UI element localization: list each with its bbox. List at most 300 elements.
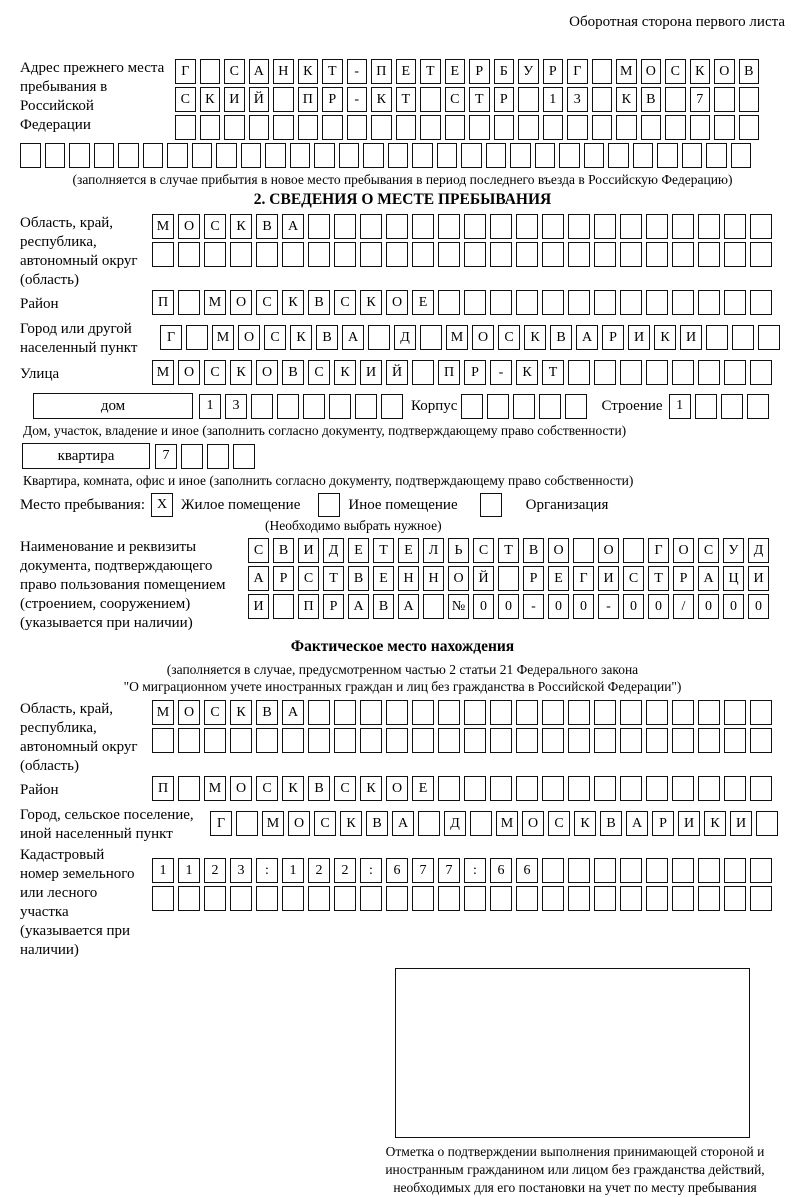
- form-cell: О: [522, 811, 544, 836]
- form-cell: [750, 728, 772, 753]
- form-cell: [724, 360, 746, 385]
- form-cell: [438, 290, 460, 315]
- form-cell: Д: [323, 538, 344, 563]
- form-cell: С: [256, 776, 278, 801]
- form-cell: [256, 886, 278, 911]
- form-cell: [464, 214, 486, 239]
- form-cell: [510, 143, 531, 168]
- form-cell: П: [298, 594, 319, 619]
- form-cell: Г: [648, 538, 669, 563]
- form-cell: [464, 776, 486, 801]
- form-cell: [646, 700, 668, 725]
- form-cell: [750, 214, 772, 239]
- form-cell: [646, 214, 668, 239]
- form-cell: [646, 242, 668, 267]
- form-cell: [756, 811, 778, 836]
- form-cell: [347, 115, 368, 140]
- form-cell: [542, 290, 564, 315]
- form-cell: И: [680, 325, 702, 350]
- cells-prev-address-row4: [20, 143, 785, 168]
- gorod-block: [20, 320, 785, 358]
- form-cell: [516, 728, 538, 753]
- form-cell: О: [178, 700, 200, 725]
- form-cell: [314, 143, 335, 168]
- form-cell: Д: [444, 811, 466, 836]
- form-cell: П: [298, 87, 319, 112]
- form-cell: [381, 394, 403, 419]
- form-cell: О: [598, 538, 619, 563]
- form-cell: Г: [160, 325, 182, 350]
- form-cell: В: [308, 290, 330, 315]
- form-cell: [152, 728, 174, 753]
- form-cell: [672, 360, 694, 385]
- form-cell: М: [446, 325, 468, 350]
- form-cell: [469, 115, 490, 140]
- form-cell: В: [256, 214, 278, 239]
- form-cell: [750, 776, 772, 801]
- form-cell: [731, 143, 752, 168]
- form-cell: 0: [498, 594, 519, 619]
- form-cell: [665, 115, 686, 140]
- form-cell: П: [438, 360, 460, 385]
- form-cell: [641, 115, 662, 140]
- form-cell: С: [264, 325, 286, 350]
- form-cell: К: [282, 290, 304, 315]
- form-cell: 1: [282, 858, 304, 883]
- form-cell: [386, 242, 408, 267]
- form-cell: Т: [648, 566, 669, 591]
- raion-block: [20, 290, 785, 318]
- form-cell: [200, 59, 221, 84]
- form-cell: [594, 360, 616, 385]
- form-cell: [592, 59, 613, 84]
- form-cell: [368, 325, 390, 350]
- label-prev-address: Адрес прежнего места пребывания в Российской Федерации: [20, 60, 165, 133]
- form-cell: [360, 214, 382, 239]
- form-cell: [249, 115, 270, 140]
- form-cell: [672, 242, 694, 267]
- form-cell: Т: [420, 59, 441, 84]
- form-cell: [542, 858, 564, 883]
- form-cell: [69, 143, 90, 168]
- form-cell: 0: [573, 594, 594, 619]
- cells-oblast-row1: [152, 214, 785, 239]
- fact-gorod-block: [20, 806, 785, 844]
- form-cell: [204, 242, 226, 267]
- form-cell: [724, 290, 746, 315]
- checkbox-organizatsiya: [480, 493, 502, 517]
- label-option-organizatsiya: Организация: [525, 496, 609, 513]
- form-cell: [516, 776, 538, 801]
- form-cell: [273, 594, 294, 619]
- form-cell: 1: [669, 394, 691, 419]
- form-cell: [308, 728, 330, 753]
- form-cell: И: [678, 811, 700, 836]
- form-cell: К: [360, 776, 382, 801]
- form-cell: -: [490, 360, 512, 385]
- form-cell: 2: [204, 858, 226, 883]
- form-cell: [20, 143, 41, 168]
- form-cell: Е: [412, 776, 434, 801]
- form-cell: 1: [178, 858, 200, 883]
- form-cell: [490, 728, 512, 753]
- form-cell: [277, 394, 299, 419]
- form-cell: 0: [623, 594, 644, 619]
- form-cell: Р: [464, 360, 486, 385]
- form-cell: О: [386, 290, 408, 315]
- form-cell: [490, 886, 512, 911]
- form-cell: [256, 728, 278, 753]
- form-cell: [282, 242, 304, 267]
- form-cell: [620, 858, 642, 883]
- form-cell: Р: [322, 87, 343, 112]
- form-cell: С: [248, 538, 269, 563]
- form-cell: [420, 115, 441, 140]
- form-cell: С: [224, 59, 245, 84]
- form-cell: Р: [602, 325, 624, 350]
- form-cell: [396, 115, 417, 140]
- form-cell: О: [714, 59, 735, 84]
- form-cell: 2: [334, 858, 356, 883]
- form-cell: К: [230, 214, 252, 239]
- page-side-note: Оборотная сторона первого листа: [569, 14, 785, 30]
- cells-prev-address-row1: [175, 59, 785, 84]
- form-cell: [490, 776, 512, 801]
- form-cell: [633, 143, 654, 168]
- form-cell: -: [347, 59, 368, 84]
- ulitsa-block: [20, 360, 785, 388]
- form-cell: С: [298, 566, 319, 591]
- form-cell: [322, 115, 343, 140]
- form-cell: [542, 886, 564, 911]
- form-cell: Е: [348, 538, 369, 563]
- form-cell: [518, 115, 539, 140]
- form-cell: И: [360, 360, 382, 385]
- form-cell: О: [230, 776, 252, 801]
- form-cell: Т: [373, 538, 394, 563]
- form-cell: [418, 811, 440, 836]
- mesto-prebyvaniya-row: [20, 493, 785, 517]
- form-cell: [490, 214, 512, 239]
- form-cell: С: [175, 87, 196, 112]
- form-cell: 0: [473, 594, 494, 619]
- kvartira-field-box: квартира: [22, 443, 150, 469]
- form-cell: [412, 360, 434, 385]
- form-cell: С: [698, 538, 719, 563]
- form-cell: 0: [648, 594, 669, 619]
- form-cell: [724, 242, 746, 267]
- form-cell: [464, 728, 486, 753]
- form-cell: [698, 360, 720, 385]
- form-cell: А: [282, 700, 304, 725]
- cells-prev-address-row2: [175, 87, 785, 112]
- form-cell: Г: [175, 59, 196, 84]
- form-cell: [298, 115, 319, 140]
- form-cell: [747, 394, 769, 419]
- cells-oblast-row2: [152, 242, 785, 267]
- form-cell: П: [371, 59, 392, 84]
- form-cell: [573, 538, 594, 563]
- form-cell: [438, 776, 460, 801]
- form-cell: [724, 728, 746, 753]
- form-cell: О: [178, 214, 200, 239]
- form-cell: [750, 360, 772, 385]
- form-cell: [672, 858, 694, 883]
- form-cell: [672, 290, 694, 315]
- form-cell: [516, 700, 538, 725]
- form-cell: [230, 728, 252, 753]
- form-cell: [535, 143, 556, 168]
- form-cell: [192, 143, 213, 168]
- form-cell: К: [371, 87, 392, 112]
- form-cell: [486, 143, 507, 168]
- form-cell: [420, 87, 441, 112]
- form-cell: 7: [412, 858, 434, 883]
- form-cell: [568, 728, 590, 753]
- cells-fact-gorod: [210, 811, 778, 836]
- form-cell: [568, 886, 590, 911]
- form-cell: [657, 143, 678, 168]
- form-cell: С: [445, 87, 466, 112]
- form-cell: О: [386, 776, 408, 801]
- form-cell: [724, 886, 746, 911]
- form-cell: [236, 811, 258, 836]
- form-cell: [724, 214, 746, 239]
- form-cell: [224, 115, 245, 140]
- form-cell: [386, 214, 408, 239]
- form-cell: А: [249, 59, 270, 84]
- label-fact-raion: Район: [20, 781, 59, 798]
- cells-stroenie: [669, 394, 769, 419]
- form-cell: О: [472, 325, 494, 350]
- form-cell: А: [248, 566, 269, 591]
- form-cell: [646, 360, 668, 385]
- form-cell: [542, 214, 564, 239]
- form-cell: 3: [567, 87, 588, 112]
- form-cell: 7: [438, 858, 460, 883]
- form-cell: [542, 242, 564, 267]
- form-cell: [94, 143, 115, 168]
- label-korpus: Корпус: [411, 397, 458, 414]
- form-cell: [273, 115, 294, 140]
- form-cell: 0: [548, 594, 569, 619]
- form-cell: В: [373, 594, 394, 619]
- form-cell: Г: [567, 59, 588, 84]
- form-cell: [568, 858, 590, 883]
- form-cell: [620, 214, 642, 239]
- form-cell: Й: [249, 87, 270, 112]
- form-cell: [750, 242, 772, 267]
- form-cell: И: [748, 566, 769, 591]
- cells-fact-oblast-row2: [152, 728, 785, 753]
- cells-ulitsa: [152, 360, 772, 385]
- form-cell: [724, 858, 746, 883]
- form-cell: 0: [748, 594, 769, 619]
- form-cell: [204, 728, 226, 753]
- form-cell: [273, 87, 294, 112]
- form-cell: [594, 700, 616, 725]
- form-cell: [230, 886, 252, 911]
- form-cell: К: [516, 360, 538, 385]
- form-cell: О: [288, 811, 310, 836]
- form-cell: [388, 143, 409, 168]
- form-cell: [490, 242, 512, 267]
- form-cell: [461, 394, 483, 419]
- form-cell: [594, 776, 616, 801]
- cells-fact-oblast-row1: [152, 700, 785, 725]
- form-cell: [167, 143, 188, 168]
- form-cell: [464, 700, 486, 725]
- form-cell: [646, 858, 668, 883]
- form-cell: [567, 115, 588, 140]
- form-cell: К: [574, 811, 596, 836]
- form-cell: [750, 858, 772, 883]
- cells-gorod: [160, 325, 780, 350]
- form-cell: [118, 143, 139, 168]
- form-cell: Т: [323, 566, 344, 591]
- form-cell: С: [623, 566, 644, 591]
- form-cell: [721, 394, 743, 419]
- note-kvartira: Квартира, комната, офис и иное (заполнить согласно документу, подтверждающему право собственности): [23, 473, 634, 488]
- form-cell: Д: [394, 325, 416, 350]
- form-cell: Р: [543, 59, 564, 84]
- form-cell: А: [342, 325, 364, 350]
- form-cell: [420, 325, 442, 350]
- form-cell: О: [178, 360, 200, 385]
- form-cell: -: [598, 594, 619, 619]
- form-cell: С: [334, 290, 356, 315]
- form-cell: [412, 242, 434, 267]
- form-cell: [724, 776, 746, 801]
- form-cell: А: [626, 811, 648, 836]
- form-cell: [542, 700, 564, 725]
- form-cell: А: [398, 594, 419, 619]
- form-cell: [386, 700, 408, 725]
- form-cell: У: [723, 538, 744, 563]
- form-cell: [490, 290, 512, 315]
- form-cell: [758, 325, 780, 350]
- form-cell: [437, 143, 458, 168]
- form-cell: И: [730, 811, 752, 836]
- form-cell: К: [360, 290, 382, 315]
- form-cell: К: [200, 87, 221, 112]
- form-cell: [690, 115, 711, 140]
- form-cell: А: [576, 325, 598, 350]
- form-cell: Г: [210, 811, 232, 836]
- form-cell: Е: [373, 566, 394, 591]
- form-cell: Д: [748, 538, 769, 563]
- form-cell: [594, 886, 616, 911]
- form-cell: [698, 242, 720, 267]
- form-cell: С: [314, 811, 336, 836]
- label-fact-gorod: Город, сельское поселение, иной населенный пункт: [20, 807, 194, 842]
- form-cell: А: [392, 811, 414, 836]
- form-cell: В: [739, 59, 760, 84]
- section2-heading: 2. СВЕДЕНИЯ О МЕСТЕ ПРЕБЫВАНИЯ: [253, 191, 552, 208]
- form-cell: [620, 242, 642, 267]
- form-cell: [178, 776, 200, 801]
- form-cell: [200, 115, 221, 140]
- cells-prev-address-row3: [175, 115, 785, 140]
- form-cell: 0: [698, 594, 719, 619]
- form-cell: [732, 325, 754, 350]
- form-cell: [152, 242, 174, 267]
- cells-dom: [199, 394, 403, 419]
- form-cell: М: [152, 214, 174, 239]
- form-cell: [672, 886, 694, 911]
- form-cell: -: [523, 594, 544, 619]
- form-cell: [646, 728, 668, 753]
- cells-kvartira: [155, 444, 255, 469]
- form-cell: [178, 242, 200, 267]
- label-raion: Район: [20, 295, 59, 312]
- form-cell: [594, 858, 616, 883]
- label-option-inoe: Иное помещение: [348, 496, 458, 513]
- label-fact-oblast: Область, край, республика, автономный округ (область): [20, 701, 138, 774]
- form-cell: -: [347, 87, 368, 112]
- form-cell: [698, 776, 720, 801]
- fact-note1: (заполняется в случае, предусмотренном частью 2 статьи 21 Федерального закона: [166, 662, 639, 677]
- form-cell: О: [230, 290, 252, 315]
- form-cell: [216, 143, 237, 168]
- form-cell: О: [256, 360, 278, 385]
- form-cell: [724, 700, 746, 725]
- form-cell: [438, 700, 460, 725]
- form-cell: [251, 394, 273, 419]
- form-cell: Н: [423, 566, 444, 591]
- form-cell: [461, 143, 482, 168]
- form-cell: [334, 700, 356, 725]
- form-cell: [334, 214, 356, 239]
- form-cell: [204, 886, 226, 911]
- form-cell: [620, 290, 642, 315]
- cells-doc-row1: [248, 538, 785, 563]
- form-cell: М: [496, 811, 518, 836]
- form-cell: [464, 290, 486, 315]
- form-cell: [646, 776, 668, 801]
- form-cell: [265, 143, 286, 168]
- form-cell: [739, 87, 760, 112]
- form-cell: Р: [273, 566, 294, 591]
- form-cell: [334, 886, 356, 911]
- form-cell: К: [690, 59, 711, 84]
- form-cell: [750, 886, 772, 911]
- form-cell: А: [348, 594, 369, 619]
- form-cell: [308, 700, 330, 725]
- form-cell: [516, 214, 538, 239]
- form-cell: О: [548, 538, 569, 563]
- fact-heading: Фактическое место нахождения: [290, 638, 515, 655]
- form-cell: [750, 700, 772, 725]
- form-cell: [672, 214, 694, 239]
- form-cell: [646, 290, 668, 315]
- form-cell: [207, 444, 229, 469]
- form-cell: [513, 394, 535, 419]
- form-cell: В: [348, 566, 369, 591]
- form-cell: [181, 444, 203, 469]
- form-cell: И: [598, 566, 619, 591]
- form-cell: О: [448, 566, 469, 591]
- cells-cadastre-row2: [152, 886, 785, 911]
- form-cell: И: [248, 594, 269, 619]
- prev-address-block: [20, 59, 785, 143]
- form-cell: Ц: [723, 566, 744, 591]
- form-cell: [412, 143, 433, 168]
- form-cell: [303, 394, 325, 419]
- form-cell: П: [152, 290, 174, 315]
- cells-raion: [152, 290, 772, 315]
- form-cell: [464, 886, 486, 911]
